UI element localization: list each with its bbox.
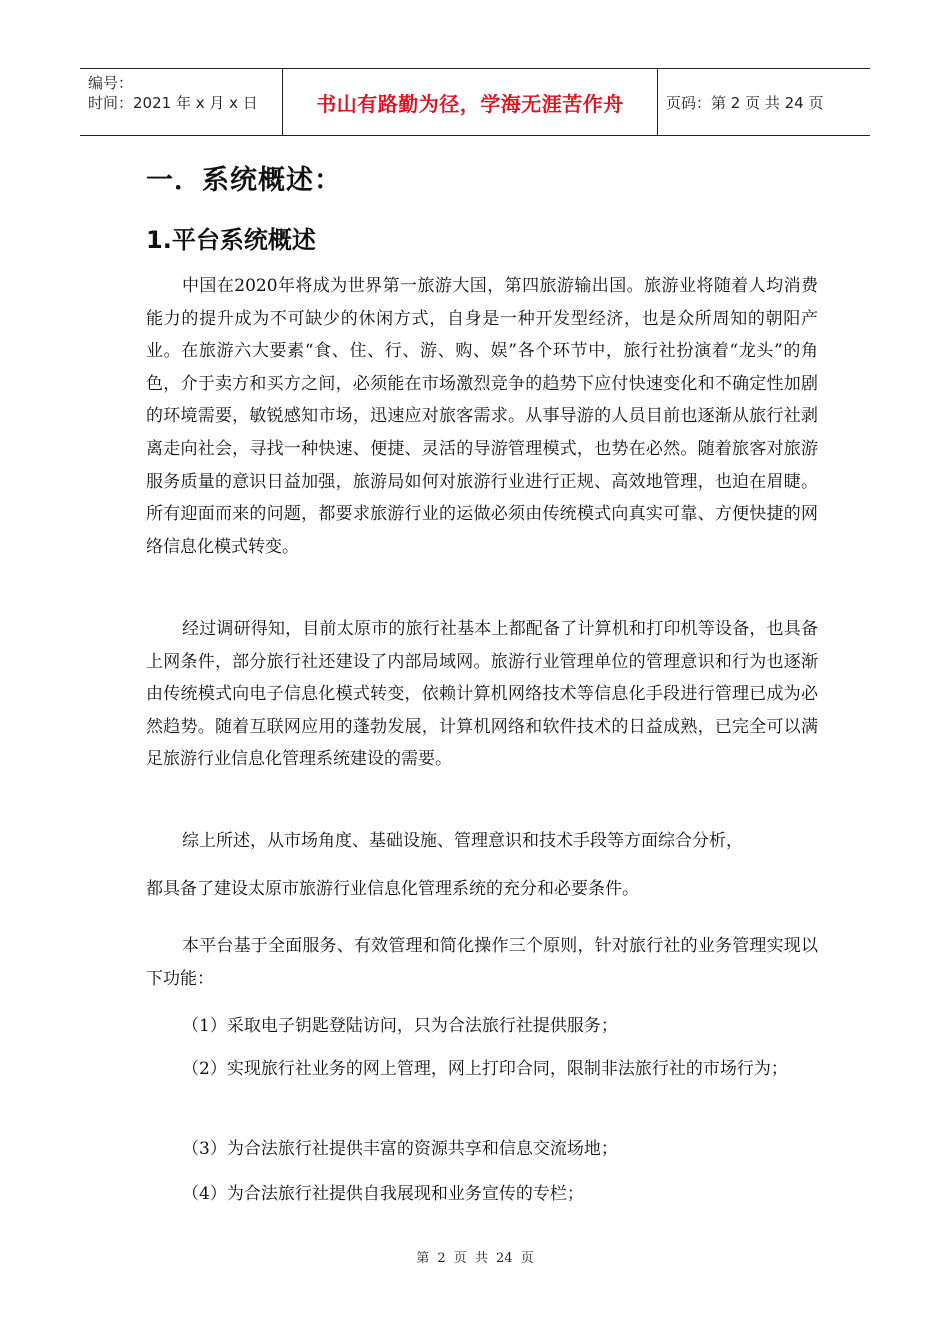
subsection-title: 1.平台系统概述 — [146, 226, 316, 254]
document-time-label: 时间：2021 年 x 月 x 日 — [88, 94, 258, 112]
paragraph-overview: 中国在2020年将成为世界第一旅游大国，第四旅游输出国。旅游业将随着人均消费能力的提升成为不可缺少的休闲方式，自身是一种开发型经济，也是众所周知的朝阳产业。在旅游六大要素“食、住、行、游、购、娱”各个环节中，旅行社扮演着“龙头”的角色，介于卖方和买方之间，必须能在市场激烈竞争的趋势下应付快速变化和不确定性加剧的环境需要，敏锐感知市场，迅速应对旅客需求。从事导游的人员目前也逐渐从旅行社剥离走向社会，寻找一种快速、便捷、灵活的导游管理模式，也势在必然。随着旅客对旅游服务质量的意识日益加强，旅游局如何对旅游行业进行正规、高效地管理，也迫在眉睫。所有迎面而来的问题，都要求旅游行业的运做必须由传统模式向真实可靠、方便快捷的网络信息化模式转变。 — [146, 276, 818, 557]
section-title: 一．系统概述： — [146, 165, 342, 196]
list-item-function-4: （4）为合法旅行社提供自我展现和业务宣传的专栏； — [182, 1184, 584, 1204]
paragraph-summary: 综上所述，从市场角度、基础设施、管理意识和技术手段等方面综合分析， — [182, 831, 743, 851]
header-page-label: 页码：第 2 页 共 24 页 — [666, 93, 824, 112]
paragraph-functions-intro: 本平台基于全面服务、有效管理和简化操作三个原则，针对旅行社的业务管理实现以下功能： — [146, 936, 818, 989]
document-number-label: 编号： — [88, 74, 134, 92]
list-item-function-1: （1）采取电子钥匙登陆访问，只为合法旅行社提供服务； — [182, 1016, 618, 1036]
header-motto: 书山有路勤为径，学海无涯苦作舟 — [282, 69, 658, 135]
list-item-function-2: （2）实现旅行社业务的网上管理，网上打印合同，限制非法旅行社的市场行为； — [182, 1059, 788, 1079]
header-meta-cell — [80, 69, 282, 135]
paragraph-survey: 经过调研得知，目前太原市的旅行社基本上都配备了计算机和打印机等设备，也具备上网条件，部分旅行社还建设了内部局域网。旅游行业管理单位的管理意识和行为也逐渐由传统模式向电子信息化模式转变，依赖计算机网络技术等信息化手段进行管理已成为必然趋势。随着互联网应用的蓬勃发展，计算机网络和软件技术的日益成熟，已完全可以满足旅游行业信息化管理系统建设的需要。 — [146, 619, 818, 770]
page-footer: 第 2 页 共 24 页 — [416, 1251, 534, 1266]
list-item-function-3: （3）为合法旅行社提供丰富的资源共享和信息交流场地； — [182, 1139, 618, 1159]
paragraph-summary-continued: 都具备了建设太原市旅游行业信息化管理系统的充分和必要条件。 — [146, 879, 639, 899]
document-header — [80, 68, 870, 136]
